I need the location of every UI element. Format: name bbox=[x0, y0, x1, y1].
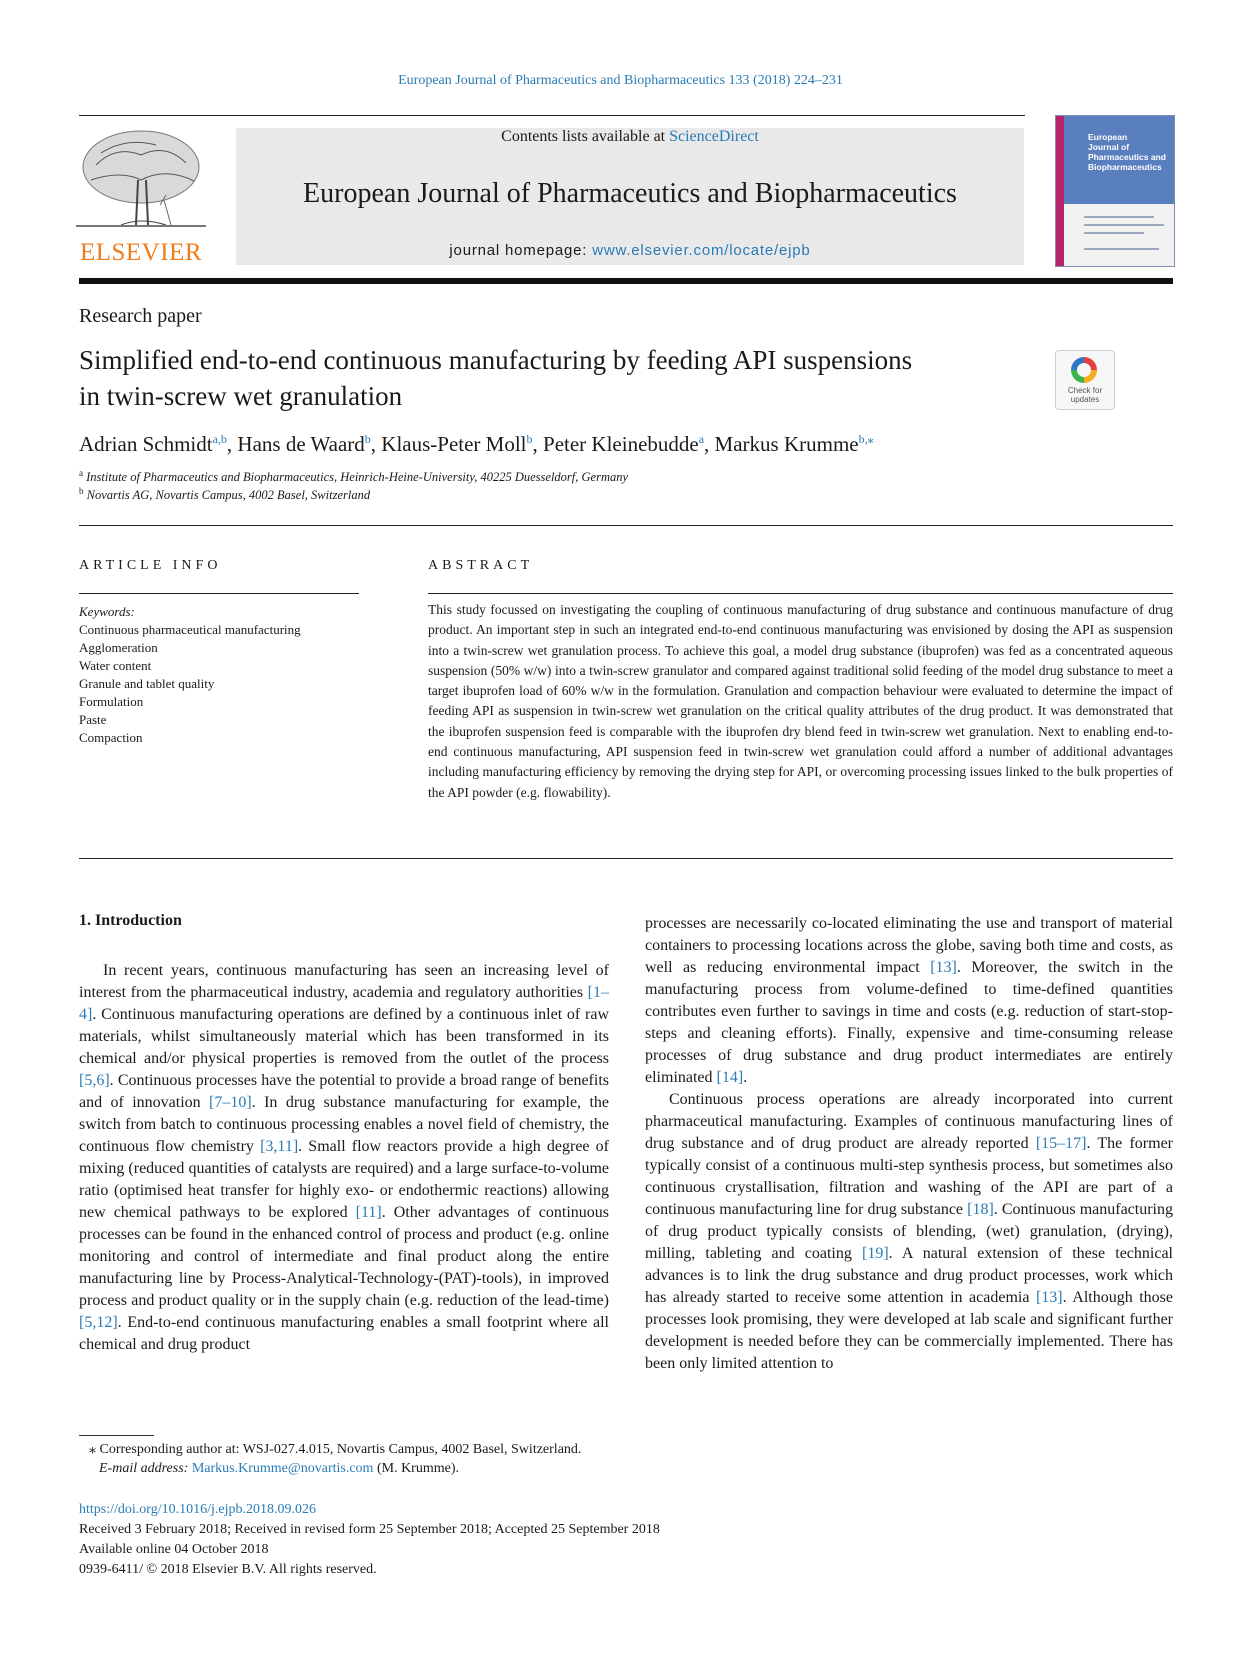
keywords-list: Keywords: Continuous pharmaceutical manufacturing Agglomeration Water content Granule and tablet quality Formulation Paste Compaction bbox=[79, 604, 301, 745]
author-list: Adrian Schmidt$^{a,b}$, Hans de Waard$^b$, Klaus-Peter Moll$^b$, Peter Kleinebudde$^a$, Markus Krumme$^{b,⁎}$ bbox=[79, 432, 874, 456]
keyword: Compaction bbox=[79, 730, 143, 745]
reference-link[interactable]: [1–4] bbox=[79, 984, 609, 1023]
copyright: 0939-6411/ © 2018 Elsevier B.V. All rights reserved. bbox=[79, 1562, 377, 1577]
journal-title: European Journal of Pharmaceutics and Biopharmaceutics bbox=[303, 178, 957, 209]
abstract-heading: ABSTRACT bbox=[428, 558, 534, 573]
keyword: Formulation bbox=[79, 694, 144, 709]
author-name[interactable]: Klaus-Peter Moll bbox=[381, 432, 527, 456]
journal-masthead bbox=[236, 128, 1024, 265]
paragraph-text: processes are necessarily co-located eliminating the use and transport of material containers to processing locations across the globe, saving both time and costs, as well as reducing environmental impact bbox=[645, 915, 1173, 976]
publisher-wordmark: ELSEVIER bbox=[79, 239, 203, 266]
author-name[interactable]: Peter Kleinebudde bbox=[543, 432, 699, 456]
body-column-left bbox=[79, 960, 609, 1356]
journal-citation-link[interactable]: European Journal of Pharmaceutics and Biopharmaceutics 133 (2018) 224–231 bbox=[398, 73, 843, 88]
section-rule bbox=[79, 525, 1173, 526]
paragraph-text: In recent years, continuous manufacturing has seen an increasing level of interest from the pharmaceutical industry, academia and regulatory authorities bbox=[79, 962, 609, 1001]
paragraph bbox=[645, 1089, 1173, 1375]
email-link[interactable]: Markus.Krumme@novartis.com bbox=[191, 1461, 374, 1476]
reference-link[interactable]: [11] bbox=[355, 1204, 382, 1221]
paragraph-text: . Other advantages of continuous processes can be found in the enhanced control of process and product (e.g. online monitoring and control of intermediate and final product along the entire manufacturing line by Process-Analytical-Technology-(PAT)-tools), in improved process and product quality or in the supply chain (e.g. reduction of the lead-time) bbox=[79, 1204, 609, 1309]
affiliation-b: $^b$ Novartis AG, Novartis Campus, 4002 Basel, Switzerland bbox=[79, 486, 371, 503]
paragraph-text: . Continuous manufacturing of drug product typically consists of blending, (wet) granulation, (drying), milling, tableting and coating bbox=[645, 1201, 1173, 1262]
article-info-heading: ARTICLE INFO bbox=[79, 558, 222, 573]
contents-line: Contents lists available at ScienceDirect bbox=[501, 128, 759, 145]
keyword: Water content bbox=[79, 658, 152, 673]
paragraph-text: . A natural extension of these technical advances is to link the drug substance and drug product processes, work which has already started to receive some attention in academia bbox=[645, 1245, 1174, 1306]
reference-link[interactable]: [14] bbox=[716, 1069, 744, 1086]
paragraph-text: . Small flow reactors provide a high degree of mixing (reduced quantities of catalysts are required) and a large surface-to-volume ratio (optimised heat transfer for highly exo- or endothermic reactions) allowing new chemical pathways to be explored bbox=[79, 1138, 610, 1221]
header-rule bbox=[79, 115, 1025, 116]
article-title: Simplified end-to-end continuous manufacturing by feeding API suspensions in twin-screw wet granulation bbox=[79, 345, 913, 411]
paragraph-text: . End-to-end continuous manufacturing enables a small footprint where all chemical and drug product bbox=[79, 1314, 609, 1353]
paragraph-text: . Moreover, the switch in the manufacturing process from volume-defined to time-defined quantities contributes even further to savings in time and costs (e.g. reduction of start-stop-steps and cleaning efforts). Finally, expensive and time-consuming release processes of drug substance and drug product intermediates are entirely eliminated bbox=[645, 959, 1173, 1086]
paragraph-text: . Although those processes look promising, they were developed at lab scale and significant further development is needed before they can be commercially implemented. There has been only limited attention to bbox=[645, 1289, 1174, 1372]
affiliation-a: $^a$ Institute of Pharmaceutics and Biopharmaceutics, Heinrich-Heine-University, 40225 Duesseldorf, Germany bbox=[79, 468, 629, 485]
paragraph-text: . Continuous processes have the potential to provide a broad range of benefits and of innovation bbox=[79, 1072, 609, 1111]
author-name[interactable]: Hans de Waard bbox=[237, 432, 365, 456]
elsevier-logo bbox=[76, 125, 206, 267]
paragraph-text: . The former typically consist of a continuous multi-step synthesis process, but sometimes also continuous crystallisation, filtration and washing of the API are part of a continuous manufacturing line for drug substance bbox=[645, 1135, 1174, 1218]
crossmark-icon bbox=[1071, 357, 1097, 383]
paragraph-text: . Continuous manufacturing operations are defined by a continuous inlet of raw materials, whilst simultaneously material which has been transformed in its chemical and/or physical properties is removed from the outlet of the process bbox=[79, 1006, 609, 1067]
email-note: E-mail address: Markus.Krumme@novartis.com (M. Krumme). bbox=[99, 1461, 459, 1476]
paragraph bbox=[79, 960, 609, 1356]
journal-homepage-link[interactable]: www.elsevier.com/locate/ejpb bbox=[592, 242, 811, 259]
elsevier-tree-icon bbox=[76, 125, 206, 237]
paragraph-text: Continuous process operations are already incorporated into current pharmaceutical manufacturing. Examples of continuous manufacturing lines of drug substance and of drug product are already reported bbox=[645, 1091, 1173, 1152]
corresponding-author-note: ⁎ Corresponding author at: WSJ-027.4.015, Novartis Campus, 4002 Basel, Switzerland. bbox=[89, 1442, 582, 1457]
check-for-updates-button[interactable]: Check for updates bbox=[1055, 350, 1115, 410]
body-column-right bbox=[645, 913, 1173, 1375]
paragraph-text: . In drug substance manufacturing for example, the switch from batch to continuous processing enables a novel field of chemistry, the continuous flow chemistry bbox=[79, 1094, 609, 1155]
reference-link[interactable]: [13] bbox=[930, 959, 957, 976]
reference-link[interactable]: [5,6] bbox=[79, 1072, 110, 1089]
reference-link[interactable]: [13] bbox=[1035, 1289, 1063, 1306]
reference-link[interactable]: [3,11] bbox=[260, 1138, 299, 1155]
received-dates: Received 3 February 2018; Received in revised form 25 September 2018; Accepted 25 September 2018 bbox=[79, 1522, 660, 1537]
abstract-text: This study focussed on investigating the coupling of continuous manufacturing of drug substance and continuous manufacture of drug product. An important step in such an integrated end-to-end continuous manufacturing was envisioned by dosing the API as suspension into a twin-screw wet granulation process. To achieve this goal, a model drug substance (ibuprofen) was fed as a concentrated aqueous suspension (50% w/w) into a twin-screw granulator and compared against traditional solid feeding of the model drug substance to meet a target ibuprofen load of 60% w/w in the formulation. Granulation and compaction behaviour were evaluated to determine the impact of feeding API as suspension in twin-screw wet granulation on the critical quality attributes of the drug product. It was demonstrated that the ibuprofen suspension feed is comparable with the ibuprofen dry blend feed in twin-screw wet granulation. Next to enabling end-to-end continuous manufacturing, API suspension feed in twin-screw wet granulation could afford a number of additional advantages including manufacturing efficiency by removing the drying step for API, or overcoming processing issues linked to the bulk properties of the API powder (e.g. flowability). bbox=[428, 602, 1173, 800]
reference-link[interactable]: [7–10] bbox=[209, 1094, 252, 1111]
paragraph bbox=[645, 913, 1173, 1089]
author-name[interactable]: Adrian Schmidt bbox=[79, 432, 213, 456]
cover-title: European Journal of Pharmaceutics and Biopharmaceutics bbox=[1088, 132, 1166, 172]
reference-link[interactable]: [18] bbox=[967, 1201, 994, 1218]
doi-link[interactable]: https://doi.org/10.1016/j.ejpb.2018.09.026 bbox=[79, 1502, 316, 1517]
keyword: Granule and tablet quality bbox=[79, 676, 215, 691]
masthead-thick-rule bbox=[79, 278, 1173, 284]
journal-cover-image bbox=[1055, 115, 1175, 267]
paragraph-text: . bbox=[743, 1069, 748, 1086]
keyword: Agglomeration bbox=[79, 640, 158, 655]
reference-link[interactable]: [15–17] bbox=[1035, 1135, 1087, 1152]
sciencedirect-link[interactable]: ScienceDirect bbox=[669, 128, 759, 145]
journal-homepage: journal homepage: www.elsevier.com/locate/ejpb bbox=[449, 242, 811, 259]
article-type: Research paper bbox=[79, 305, 202, 327]
introduction-heading: 1. Introduction bbox=[79, 912, 182, 929]
keyword: Paste bbox=[79, 712, 107, 727]
author-name[interactable]: Markus Krumme bbox=[714, 432, 859, 456]
reference-link[interactable]: [19] bbox=[862, 1245, 889, 1262]
keyword: Continuous pharmaceutical manufacturing bbox=[79, 622, 301, 637]
reference-link[interactable]: [5,12] bbox=[79, 1314, 118, 1331]
available-online: Available online 04 October 2018 bbox=[79, 1542, 269, 1557]
